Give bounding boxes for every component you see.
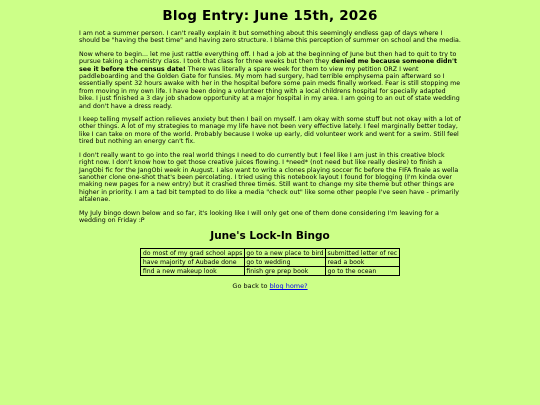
bingo-cell: read a book bbox=[326, 258, 400, 267]
bingo-row bbox=[141, 249, 399, 258]
paragraph-bingo-intro: My July bingo down below and so far, it's looking like I will only get one of them done considering I'm leaving for a wedding on Friday :P bbox=[79, 209, 439, 224]
back-nav bbox=[79, 282, 461, 290]
back-nav-prefix: Go back to bbox=[232, 282, 270, 291]
paragraph-anxiety: I keep telling myself action relieves anxiety but then I bail on myself. I am okay with some stuff but not okay with a lot of other things. A lot of my strategies to manage my life have not been very effective lately. I feel marginally better today, like I can take on more of the world. Probably because I woke up early, did volunteer work and went for a swim. Still feel tired but nothing an energy can't fix. bbox=[79, 116, 461, 146]
paragraph-updates-bold: denied me because someone didn't see it before the census date! bbox=[79, 58, 457, 73]
page-title: Blog Entry: June 15th, 2026 bbox=[162, 8, 378, 24]
blog-home-link[interactable]: blog home? bbox=[269, 282, 308, 291]
paragraph-intro: I am not a summer person. I can't really explain it but something about this seemingly endless gap of days where I should be "having the best time" and having zero structure. I blame this perception of summer on school and the media. bbox=[79, 30, 461, 45]
bingo-heading: June's Lock-In Bingo bbox=[210, 230, 330, 243]
blog-page bbox=[79, 0, 461, 290]
bingo-cell: go to a new place to bird bbox=[246, 249, 324, 257]
bingo-cell: find a new makeup look bbox=[141, 267, 245, 276]
bingo-cell: submitted letter of rec bbox=[327, 249, 398, 257]
bingo-table bbox=[140, 248, 399, 276]
bingo-row bbox=[141, 258, 399, 267]
bingo-cell: have majority of Aubade done bbox=[141, 258, 245, 267]
bingo-cell: go to the ocean bbox=[326, 267, 400, 276]
bingo-cell: go to wedding bbox=[244, 258, 325, 267]
paragraph-updates bbox=[79, 51, 461, 110]
paragraph-creative: I don't really want to go into the real world things I need to do currently but I feel like I am just in this creative block right now. I don't know how to get those creative juices flowing. I *need* (not need but like really desire) to finish a JangObi fic for the JangObi week in August. I also want to write a clones playing soccer fic before the FIFA finale as wella sanother clone one-shot that's been percolating. I tried using this notebook layout I found for blogging (I'm kinda over making new pages for a new entry) but it crashed three times. Still want to change my site theme but other things are higher in priority. I am a tad bit tempted to do like a media "check out" like some other people I've seen have - primarily altalenae. bbox=[79, 151, 459, 204]
paragraph-updates-end: There was literally a spare week for them to view my petition ORZ I went paddleboarding and the Golden Gate for funsies. My mom had surgery, had terrible emphysema pain afterward so I essentially spent 32 hours awake with her in the hospital before some pain meds finally worked. Fear is still stopping me from moving in my own life. I have been doing a volunteer thing with a local childrens hospital for specially adapted bike. I just finished a 3 day job shadow opportunity at a major hospital in my area. I am going to an out of state wedding and don't have a dress ready. bbox=[79, 65, 461, 110]
bingo-cell: do most of my grad school apps bbox=[142, 249, 243, 257]
bingo-cell: finish gre prep book bbox=[244, 267, 325, 276]
bingo-row bbox=[141, 267, 399, 276]
paragraph-updates-start: Now where to begin... let me just rattle everything off. I had a job at the beginning of June but then had to quit to try to pursue taking a chemistry class. I took that class for three weeks but then they bbox=[79, 50, 457, 66]
